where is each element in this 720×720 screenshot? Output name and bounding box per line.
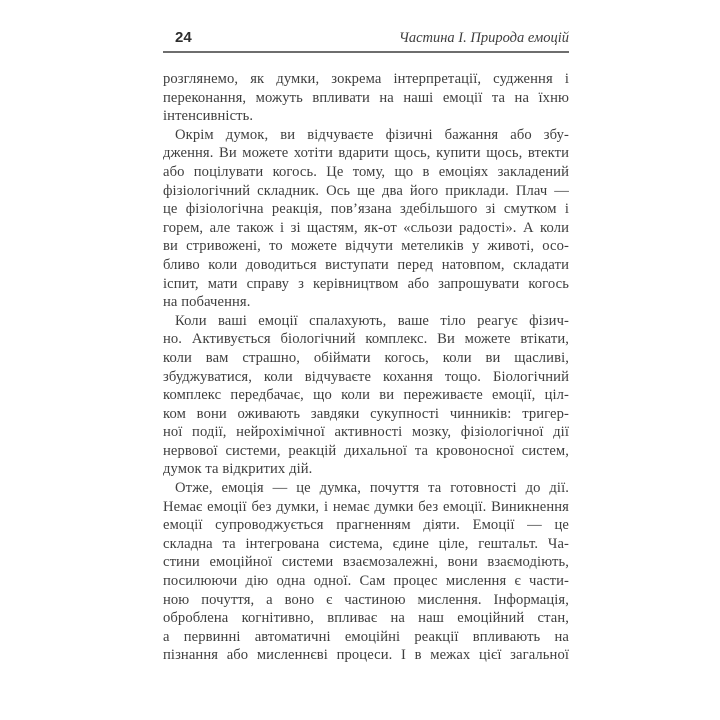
text-line: ною почуття, а воно є частиною мислення. Інформація,: [163, 591, 569, 608]
text-line: ком вони оживають завдяки сукупності чинників: тригер-: [163, 405, 569, 422]
text-line: горем, але також і зі щастям, як-от «сльози радості». А коли: [163, 219, 569, 236]
text-line: дження. Ви можете хотіти вдарити щось, купити щось, втекти: [163, 145, 569, 162]
text-line: або поцілувати когось. Це тому, що в емоціях закладений: [163, 163, 569, 180]
text-line: Окрім думок, ви відчуваєте фізичні бажання або збу-: [175, 126, 569, 143]
paragraph: [163, 70, 569, 126]
text-line: ної події, нейрохімічної активності мозку, фізіологічної дії: [163, 424, 569, 441]
page-number: 24: [175, 29, 192, 46]
text-line: переконання, можуть впливати на наші емоції та на їхню: [163, 89, 569, 106]
page-body: [163, 70, 569, 665]
text-line: Отже, емоція — це думка, почуття та готовності до дії.: [175, 480, 569, 497]
text-line: Коли ваші емоції спалахують, ваше тіло реагує фізич-: [175, 312, 569, 329]
text-line: коли вам страшно, обіймати когось, коли ви щасливі,: [163, 349, 569, 366]
text-line: посилюючи дію одна одної. Сам процес мислення є части-: [163, 573, 569, 590]
text-line: складна та інтегрована система, єдине ціле, гештальт. Ча-: [163, 535, 569, 552]
text-line: стини емоційної системи взаємозалежні, вони взаємодіють,: [163, 554, 569, 571]
page-content: [163, 0, 569, 665]
page-header: [163, 0, 569, 53]
text-line: Немає емоції без думки, і немає думки без емоції. Виникнення: [163, 498, 569, 515]
paragraph: [163, 479, 569, 665]
text-line: нервової системи, реакцій дихальної та кровоносної систем,: [163, 442, 569, 459]
paragraph: [163, 126, 569, 312]
text-line: а первинні автоматичні емоційні реакції впливають на: [163, 628, 569, 645]
text-line: думок та відкритих дій.: [163, 461, 313, 478]
text-line: фізіологічний складник. Ось ще два його приклади. Плач —: [163, 182, 569, 199]
text-line: розглянемо, як думки, зокрема інтерпретації, судження і: [163, 71, 569, 87]
text-line: бливо коли доводиться виступати перед натовпом, складати: [163, 256, 569, 273]
text-line: іспит, мати справу з керівництвом або запрошувати когось: [163, 275, 569, 292]
text-line: це фізіологічна реакція, пов’язана здебільшого зі смутком і: [163, 201, 569, 218]
text-line: на побачення.: [163, 294, 251, 311]
running-head-chapter-title: Частина І. Природа емоцій: [398, 30, 569, 46]
text-line: оброблена когнітивно, впливає на наш емоційний стан,: [163, 610, 569, 627]
paragraph: [163, 312, 569, 479]
text-line: емоції супроводжується прагненням діяти. Емоції — це: [163, 517, 569, 534]
text-line: збуджуватися, коли відчуваєте кохання тощо. Біологічний: [163, 368, 569, 385]
text-line: но. Активується біологічний комплекс. Ви можете втікати,: [163, 331, 569, 348]
text-line: комплекс передбачає, що коли ви переживаєте емоції, ціл-: [163, 387, 569, 404]
text-line: пізнання або мисленнєві процеси. І в межах цієї загальної: [163, 647, 569, 664]
text-line: ви стривожені, то можете відчути метеликів у животі, осо-: [163, 238, 569, 255]
text-line: інтенсивність.: [163, 108, 254, 125]
